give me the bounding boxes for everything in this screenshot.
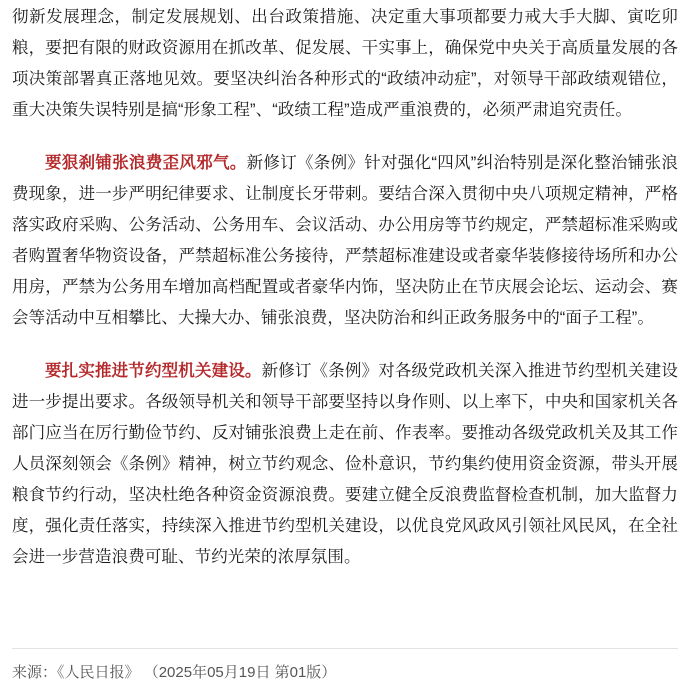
paragraph-text: 彻新发展理念，制定发展规划、出台政策措施、决定重大事项都要力戒大手大脚、寅吃卯粮，要把有限的财政资源用在抓改革、促发展、干实事上，确保党中央关于高质量发展的各项决策部署真正落地见效。要坚决纠治各种形式的“政绩冲动症”，对领导干部政绩观错位，重大决策失误特别是搞“形象工程”、“政绩工程”造成严重浪费的，必须严肃追究责任。 [12,8,678,119]
article-footer [12,642,678,687]
paragraph-lead: 要扎实推进节约型机关建设。 [45,362,262,380]
article-paragraph [12,0,678,126]
article-paragraph [12,356,678,573]
source-line [12,649,678,687]
paragraph-text: 新修订《条例》针对强化“四风”纠治特别是深化整治铺张浪费现象，进一步严明纪律要求、让制度长牙带刺。要结合深入贯彻中央八项规定精神，严格落实政府采购、公务活动、公务用车、会议活动、办公用房等节约规定，严禁超标准采购或者购置奢华物资设备，严禁超标准公务接待，严禁超标准建设或者豪华装修接待场所和办公用房，严禁为公务用车增加高档配置或者豪华内饰，坚决防止在节庆展会论坛、运动会、赛会等活动中互相攀比、大操大办、铺张浪费，坚决防治和纠正政务服务中的“面子工程”。 [12,154,678,327]
source-meta: （2025年05月19日 第01版） [143,664,337,681]
source-name: 《人民日报》 [57,664,140,681]
paragraph-lead: 要狠刹铺张浪费歪风邪气。 [45,154,247,172]
paragraph-text: 新修订《条例》对各级党政机关深入推进节约型机关建设进一步提出要求。各级领导机关和领导干部要坚持以身作则、以上率下，中央和国家机关各部门应当在厉行勤俭节约、反对铺张浪费上走在前、作表率。要推动各级党政机关及其工作人员深刻领会《条例》精神，树立节约观念、俭朴意识，节约集约使用资金资源，带头开展粮食节约行动，坚决杜绝各种资金资源浪费。要建立健全反浪费监督检查机制，加大监督力度，强化责任落实，持续深入推进节约型机关建设，以优良党风政风引领社风民风，在全社会进一步营造浪费可耻、节约光荣的浓厚氛围。 [12,362,678,566]
source-label: 来源： [12,664,58,681]
article-paragraph [12,148,678,334]
